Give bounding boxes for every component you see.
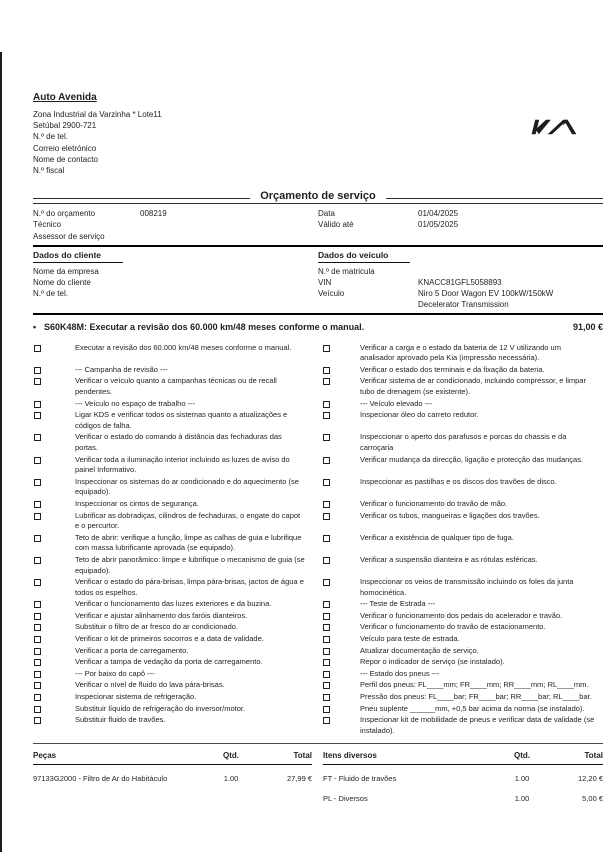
checklist-item bbox=[33, 692, 322, 703]
checklist-item bbox=[33, 622, 322, 633]
parts-total-header: Total bbox=[293, 751, 312, 761]
checklist-item bbox=[322, 715, 603, 736]
item-qty: 1.00 bbox=[514, 794, 530, 804]
checklist-item bbox=[33, 511, 322, 532]
checklist-item bbox=[322, 410, 603, 421]
checklist-item bbox=[322, 477, 603, 488]
checklist-item-label: Teto de abrir: verifique a função, limpe as calhas de guia e lubrifique com massa lubrificante aprovada (se equipado). bbox=[75, 532, 302, 553]
dealer-address-block bbox=[33, 109, 603, 176]
checkbox[interactable] bbox=[34, 648, 41, 655]
checklist-item-label: Verificar a tampa de vedação da porta de carregamento. bbox=[75, 657, 263, 667]
client-vehicle-section bbox=[33, 250, 603, 311]
order-fields bbox=[33, 208, 603, 242]
checklist-item bbox=[33, 533, 322, 554]
checkbox[interactable] bbox=[34, 479, 41, 486]
checkbox[interactable] bbox=[34, 694, 41, 701]
table-row bbox=[33, 774, 312, 784]
checkbox[interactable] bbox=[34, 378, 41, 385]
checklist-item-label: Verificar e ajustar alinhamento dos faróis dianteiros. bbox=[75, 610, 248, 620]
checklist-item bbox=[33, 376, 322, 397]
checklist-item-label: Verificar o funcionamento do travão de mão. bbox=[360, 498, 508, 508]
checklist-item-label: Inspecionar sistema de refrigeração. bbox=[75, 692, 197, 702]
checkbox[interactable] bbox=[34, 613, 41, 620]
checkbox[interactable] bbox=[34, 434, 41, 441]
checklist-item-label: Perfil dos pneus: FL____mm; FR____mm; RR____mm; RL____mm. bbox=[360, 680, 589, 690]
dealer-name: Auto Avenida bbox=[33, 92, 97, 103]
checklist-item-label: Verificar o funcionamento do travão de estacionamento. bbox=[360, 622, 546, 632]
dealer-contact-label: Nome de contacto bbox=[33, 154, 98, 164]
checkbox[interactable] bbox=[34, 557, 41, 564]
checklist-item bbox=[322, 599, 603, 610]
checkbox[interactable] bbox=[34, 706, 41, 713]
checkbox[interactable] bbox=[323, 412, 330, 419]
checkbox[interactable] bbox=[34, 535, 41, 542]
checklist-item bbox=[33, 499, 322, 510]
checklist-item bbox=[322, 646, 603, 657]
checklist-item bbox=[322, 577, 603, 598]
checklist-item bbox=[33, 455, 322, 476]
checklist-item bbox=[322, 499, 603, 510]
checklist-item-label: Substituir fluido de travões. bbox=[75, 715, 166, 725]
checkbox[interactable] bbox=[323, 378, 330, 385]
checklist-item-label: Verificar o estado do pára-brisas, limpa pára-brisas, jactos de água e todos os espelhos. bbox=[75, 577, 304, 597]
checklist-item-label: Inspeccionar os cintos de segurança. bbox=[75, 498, 199, 508]
page-edge-line bbox=[0, 52, 2, 852]
checkbox[interactable] bbox=[323, 682, 330, 689]
checkbox[interactable] bbox=[34, 513, 41, 520]
checklist-item-label: Verificar a carga e o estado da bateria de 12 V utilizando um analisador aprovado pela Kia (impressão necessária). bbox=[360, 342, 561, 363]
checklist-item bbox=[33, 399, 322, 410]
date-value: 01/04/2025 bbox=[418, 209, 459, 219]
document-title-row bbox=[33, 190, 603, 202]
checklist-item bbox=[322, 611, 603, 622]
vin-value: KNACC81GFL5058893 bbox=[418, 278, 502, 288]
checkbox[interactable] bbox=[323, 671, 330, 678]
checkbox[interactable] bbox=[34, 671, 41, 678]
item-total: 5,00 € bbox=[582, 794, 603, 804]
plate-label: N.º de matricula bbox=[318, 266, 375, 276]
checklist-item bbox=[322, 634, 603, 645]
checklist-item-label: Pneu suplente ______mm, +0,5 bar acima da norma (se instalado). bbox=[360, 703, 585, 713]
vin-label: VIN bbox=[318, 278, 332, 288]
misc-items-table bbox=[323, 751, 603, 814]
checklist-item bbox=[33, 611, 322, 622]
item-qty: 1.00 bbox=[223, 774, 239, 784]
item-total: 27,99 € bbox=[286, 774, 312, 784]
dealer-address-line: Zona Industrial da Varzinha * Lote11 bbox=[33, 110, 162, 119]
checklist-item-label: Verificar os tubos, mangueiras e ligações dos travões. bbox=[360, 510, 540, 520]
checkbox[interactable] bbox=[323, 717, 330, 724]
order-number-value: 008219 bbox=[140, 209, 167, 219]
checklist-item-label: Verificar mudança da direcção, ligação e protecção das mudanças. bbox=[360, 454, 584, 464]
checklist-item bbox=[33, 669, 322, 680]
title-rule bbox=[33, 203, 603, 204]
checkbox[interactable] bbox=[34, 367, 41, 374]
checklist-item-label: Verificar a suspensão dianteira e as rótulas esféricas. bbox=[360, 554, 538, 564]
checklist-item-label: Substituir o filtro de ar fresco do ar condicionado. bbox=[75, 622, 239, 632]
valid-until-value: 01/05/2025 bbox=[418, 220, 459, 230]
section-divider bbox=[33, 313, 603, 315]
checkbox[interactable] bbox=[34, 412, 41, 419]
misc-table-title: Itens diversos bbox=[323, 751, 377, 761]
checklist-item bbox=[322, 680, 603, 691]
checklist-item bbox=[33, 634, 322, 645]
checklist-item-label: Inspeccionar o aperto dos parafusos e porcas do chassis e da carroçaria bbox=[360, 432, 567, 452]
checkbox[interactable] bbox=[323, 694, 330, 701]
kia-logo-icon bbox=[530, 116, 578, 138]
checklist-item bbox=[322, 455, 603, 466]
checklist-item-label: Verificar o nível de fluido do lava pára-brisas. bbox=[75, 680, 225, 690]
checklist-item-label: Pressão dos pneus: FL____bar; FR____bar; RR____bar; RL____bar. bbox=[360, 692, 592, 702]
dealer-address-line: Setúbal 2900-721 bbox=[33, 121, 97, 131]
checklist-item-label: --- Estado dos pneus --- bbox=[360, 668, 440, 678]
parts-qty-header: Qtd. bbox=[223, 751, 239, 761]
service-package-header bbox=[33, 322, 603, 332]
checkbox[interactable] bbox=[34, 624, 41, 631]
checkbox[interactable] bbox=[323, 659, 330, 666]
checklist-item-label: Repor o indicador de serviço (se instalado). bbox=[360, 657, 505, 667]
vehicle-model-value: Niro 5 Door Wagon EV 100kW/150kW bbox=[418, 289, 554, 299]
checklist-item-label: Atualizar documentação de serviço. bbox=[360, 645, 479, 655]
checkbox[interactable] bbox=[323, 513, 330, 520]
checklist-item-label: Ligar KDS e verificar todos os sistemas quanto a atualizações e códigos de falha. bbox=[75, 410, 288, 430]
misc-table-header bbox=[323, 751, 603, 765]
checklist-item bbox=[322, 399, 603, 410]
checklist-item-label: Verificar o funcionamento das luzes exteriores e da buzina. bbox=[75, 599, 272, 609]
checklist-item bbox=[33, 704, 322, 715]
checkbox[interactable] bbox=[34, 636, 41, 643]
checklist-item bbox=[322, 692, 603, 703]
checkbox[interactable] bbox=[323, 613, 330, 620]
checkbox[interactable] bbox=[34, 717, 41, 724]
bullet-icon: • bbox=[33, 321, 37, 332]
checkbox[interactable] bbox=[34, 457, 41, 464]
checklist-item bbox=[322, 669, 603, 680]
checkbox[interactable] bbox=[323, 401, 330, 408]
checkbox[interactable] bbox=[34, 345, 41, 352]
parts-table-title: Peças bbox=[33, 751, 57, 761]
item-name: FT - Fluido de travões bbox=[323, 774, 397, 784]
checklist-item bbox=[322, 432, 603, 453]
checklist-item-label: --- Por baixo do capô --- bbox=[75, 668, 155, 678]
checkbox[interactable] bbox=[323, 624, 330, 631]
checklist-item-label: Veículo para teste de estrada. bbox=[360, 634, 460, 644]
checkbox[interactable] bbox=[323, 648, 330, 655]
dealer-fiscal-label: N.º fiscal bbox=[33, 166, 65, 176]
checklist-item-label: --- Veículo no espaço de trabalho --- bbox=[75, 398, 196, 408]
checkbox[interactable] bbox=[34, 579, 41, 586]
service-package-title: S60K48M: Executar a revisão dos 60.000 km/48 meses conforme o manual. bbox=[44, 321, 365, 332]
checklist-item-label: Lubrificar as dobradiças, cilindros de fechaduras, o engate do capot e o percurtor. bbox=[75, 510, 301, 531]
valid-until-label: Válido até bbox=[318, 220, 354, 230]
checkbox[interactable] bbox=[323, 457, 330, 464]
checkbox[interactable] bbox=[323, 535, 330, 542]
checkbox[interactable] bbox=[323, 434, 330, 441]
document-title: Orçamento de serviço bbox=[260, 190, 376, 203]
parts-table-body bbox=[33, 774, 312, 784]
checklist-item-label: Teto de abrir panorâmico: limpe e lubrifique o mecanismo de guia (se equipado). bbox=[75, 554, 305, 575]
checklist-item bbox=[33, 680, 322, 691]
vehicle-transmission-value: Decelerator Transmission bbox=[418, 300, 509, 310]
checklist-item-label: Verificar o estado dos terminais e da fixação da bateria. bbox=[360, 364, 545, 374]
checklist-item bbox=[33, 599, 322, 610]
table-row bbox=[323, 794, 603, 804]
checklist-item-label: Inspeccionar as pastilhas e os discos dos travões de disco. bbox=[360, 476, 557, 486]
checklist-item-label: Inspeccionar os sistemas do ar condicionado e do aquecimento (se equipado). bbox=[75, 476, 299, 497]
tables-top-rule bbox=[33, 743, 603, 744]
checklist-item-label: --- Veículo elevado --- bbox=[360, 398, 433, 408]
checkbox[interactable] bbox=[34, 501, 41, 508]
company-name-label: Nome da empresa bbox=[33, 266, 99, 276]
checkbox[interactable] bbox=[323, 367, 330, 374]
item-name: 97133G2000 - Filtro de Ar do Habitáculo bbox=[33, 774, 168, 784]
checklist-item bbox=[322, 657, 603, 668]
checkbox[interactable] bbox=[323, 345, 330, 352]
checklist-item-label: Verificar o estado do comando à distância das fechaduras das portas. bbox=[75, 432, 282, 452]
checkbox[interactable] bbox=[34, 601, 41, 608]
service-checklist bbox=[33, 343, 603, 737]
checkbox[interactable] bbox=[323, 501, 330, 508]
checklist-item-label: Inspecionar óleo do carreto redutor. bbox=[360, 410, 479, 420]
checklist-item bbox=[322, 376, 603, 397]
dealer-phone-label: N.º de tel. bbox=[33, 132, 68, 142]
checklist-item bbox=[322, 365, 603, 376]
checklist-item bbox=[33, 555, 322, 576]
checklist-item-label: Verificar a existência de qualquer tipo de fuga. bbox=[360, 532, 514, 542]
section-divider bbox=[33, 245, 603, 247]
checklist-item-label: Inspecionar kit de mobilidade de pneus e verificar data de validade (se instalado). bbox=[360, 715, 595, 735]
parts-table bbox=[33, 751, 312, 814]
checklist-item-label: Verificar o kit de primeiros socorros e a data de validade. bbox=[75, 634, 264, 644]
checklist-item bbox=[33, 343, 322, 354]
checklist-item bbox=[322, 343, 603, 364]
service-advisor-label: Assessor de serviço bbox=[33, 231, 105, 241]
client-phone-label: N.º de tel. bbox=[33, 289, 68, 299]
parts-table-header bbox=[33, 751, 312, 765]
checklist-item bbox=[33, 432, 322, 453]
checkbox[interactable] bbox=[323, 601, 330, 608]
checklist-item-label: Verificar o veículo quanto a campanhas técnicas ou de recall pendentes. bbox=[75, 376, 277, 397]
vehicle-data-block bbox=[318, 250, 603, 311]
checklist-item bbox=[322, 533, 603, 544]
misc-qty-header: Qtd. bbox=[514, 751, 530, 761]
checklist-item-label: Verificar sistema de ar condicionado, incluindo compressor, e limpar tubo de drenagem (se existente). bbox=[360, 376, 586, 397]
checklist-item-label: Verificar o funcionamento dos pedais do acelerador e travão. bbox=[360, 610, 563, 620]
service-package-price: 91,00 € bbox=[572, 321, 603, 332]
order-number-label: N.º do orçamento bbox=[33, 209, 96, 219]
checklist-item bbox=[33, 577, 322, 598]
bottom-tables bbox=[33, 751, 603, 814]
checkbox[interactable] bbox=[323, 557, 330, 564]
checklist-item bbox=[33, 410, 322, 431]
misc-total-header: Total bbox=[584, 751, 603, 761]
checklist-item bbox=[322, 511, 603, 522]
checklist-item bbox=[33, 365, 322, 376]
vehicle-label: Veículo bbox=[318, 289, 345, 299]
client-name-label: Nome do cliente bbox=[33, 278, 91, 288]
checklist-item-label: Executar a revisão dos 60.000 km/48 meses conforme o manual. bbox=[75, 342, 292, 352]
item-qty: 1.00 bbox=[514, 774, 530, 784]
checkbox[interactable] bbox=[34, 659, 41, 666]
item-total: 12,20 € bbox=[577, 774, 603, 784]
table-row bbox=[323, 774, 603, 784]
date-label: Data bbox=[318, 209, 335, 219]
checklist-item-label: Verificar a porta de carregamento. bbox=[75, 645, 189, 655]
misc-table-body bbox=[323, 774, 603, 804]
client-data-block bbox=[33, 250, 318, 311]
checklist-item bbox=[322, 622, 603, 633]
checkbox[interactable] bbox=[323, 636, 330, 643]
checklist-item-label: Substituir líquido de refrigeração do inversor/motor. bbox=[75, 703, 246, 713]
checklist-item bbox=[322, 555, 603, 566]
dealer-email-label: Correio eletrónico bbox=[33, 143, 97, 153]
checkbox[interactable] bbox=[34, 682, 41, 689]
checklist-item bbox=[33, 715, 322, 726]
technician-label: Técnico bbox=[33, 220, 62, 230]
checklist-item-label: Inspeccionar os veios de transmissão incluindo os foles da junta homocinética. bbox=[360, 577, 574, 597]
checklist-item-label: Verificar toda a iluminação interior incluindo as luzes de aviso do painel Informativo. bbox=[75, 454, 290, 475]
vehicle-data-title: Dados do veículo bbox=[318, 250, 410, 263]
checkbox[interactable] bbox=[323, 479, 330, 486]
client-data-title: Dados do cliente bbox=[33, 250, 123, 263]
checkbox[interactable] bbox=[34, 401, 41, 408]
checklist-item bbox=[33, 657, 322, 668]
checklist-item bbox=[33, 477, 322, 498]
checklist-item-label: --- Teste de Estrada --- bbox=[360, 599, 436, 609]
checklist-item-label: --- Campanha de revisão --- bbox=[75, 364, 168, 374]
checkbox[interactable] bbox=[323, 579, 330, 586]
item-name: PL - Diversos bbox=[323, 794, 368, 804]
checklist-item bbox=[33, 646, 322, 657]
checklist-item bbox=[322, 704, 603, 715]
checkbox[interactable] bbox=[323, 706, 330, 713]
